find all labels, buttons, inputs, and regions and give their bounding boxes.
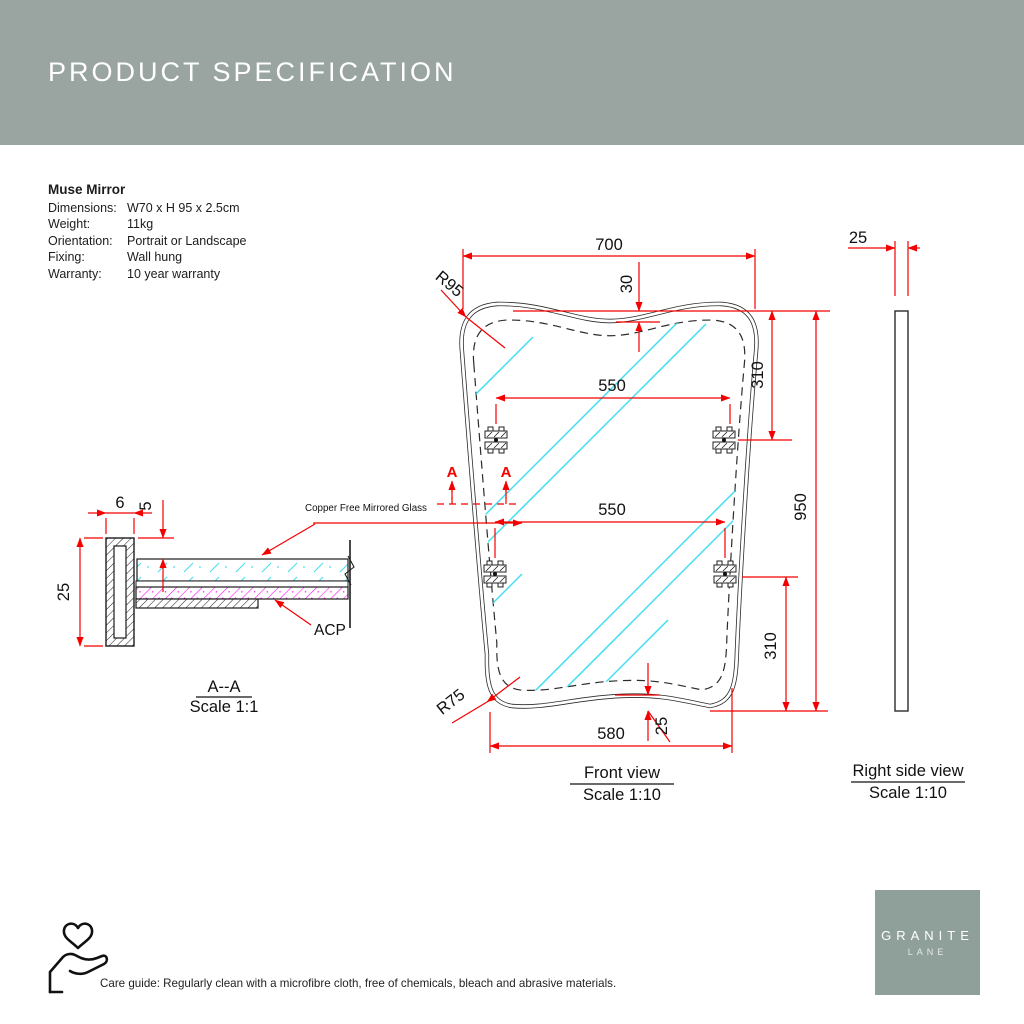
brand-logo-subname: LANE bbox=[907, 947, 948, 957]
dim-depth: 25 bbox=[55, 582, 73, 602]
spec-value: Wall hung bbox=[127, 250, 183, 265]
front-view-scale: Scale 1:10 bbox=[583, 786, 661, 804]
frame-profile-core bbox=[114, 546, 126, 638]
dim-thickness: 25 bbox=[848, 229, 868, 247]
care-guide-text: Care guide: Regularly clean with a microfibre cloth, free of chemicals, bleach and abrasive materials. bbox=[100, 977, 617, 990]
heart-icon bbox=[64, 924, 92, 948]
spec-label: Fixing: bbox=[48, 250, 85, 265]
dim-right-lower: 310 bbox=[762, 632, 780, 660]
section-marker-a: A bbox=[446, 464, 458, 481]
dim-top-dip: 30 bbox=[618, 274, 636, 294]
page-title: PRODUCT SPECIFICATION bbox=[48, 57, 457, 87]
section-view-scale: Scale 1:1 bbox=[189, 698, 259, 716]
spec-label: Warranty: bbox=[48, 266, 102, 281]
dim-right-upper: 310 bbox=[749, 361, 767, 389]
hand-icon bbox=[50, 954, 107, 992]
acp-label: ACP bbox=[314, 622, 346, 639]
spec-label: Weight: bbox=[48, 217, 91, 232]
brand-logo-name: GRANITE bbox=[881, 928, 974, 943]
side-view-title: Right side view bbox=[852, 762, 964, 780]
glass-layer bbox=[137, 559, 348, 581]
section-marker-a: A bbox=[500, 464, 512, 481]
rear-bracket-layer bbox=[136, 599, 258, 608]
mirror-backing-layer bbox=[136, 581, 348, 587]
dim-bottom-dip: 25 bbox=[653, 716, 671, 736]
side-view-scale: Scale 1:10 bbox=[869, 784, 947, 802]
spec-value: W70 x H 95 x 2.5cm bbox=[127, 201, 240, 215]
spec-value: Portrait or Landscape bbox=[127, 233, 247, 248]
dim-glass-gap: 5 bbox=[137, 501, 155, 511]
acp-layer bbox=[136, 587, 348, 599]
front-view-drawing bbox=[262, 236, 830, 804]
spec-label: Orientation: bbox=[48, 233, 113, 248]
dim-top-width: 700 bbox=[595, 236, 623, 254]
side-view-profile bbox=[895, 311, 908, 711]
dim-height: 950 bbox=[792, 493, 810, 521]
brand-logo bbox=[875, 890, 980, 995]
dim-bottom-width: 580 bbox=[597, 725, 625, 743]
glass-material-label: Copper Free Mirrored Glass bbox=[305, 503, 427, 514]
dim-frame-width: 6 bbox=[115, 494, 125, 512]
section-view-title: A--A bbox=[207, 678, 241, 696]
dim-bracket-upper: 550 bbox=[598, 377, 626, 395]
side-view-drawing bbox=[848, 229, 965, 802]
product-name: Muse Mirror bbox=[48, 182, 126, 197]
radius-bottom-label: R75 bbox=[433, 685, 469, 719]
section-view-drawing bbox=[55, 494, 427, 716]
spec-value: 10 year warranty bbox=[127, 266, 221, 281]
front-view-title: Front view bbox=[583, 764, 661, 782]
spec-value: 11kg bbox=[127, 217, 154, 232]
radius-top-label: R95 bbox=[431, 267, 467, 301]
side-view-dimension-lines bbox=[848, 241, 920, 296]
dim-bracket-lower: 550 bbox=[598, 501, 626, 519]
spec-label: Dimensions: bbox=[48, 201, 117, 215]
